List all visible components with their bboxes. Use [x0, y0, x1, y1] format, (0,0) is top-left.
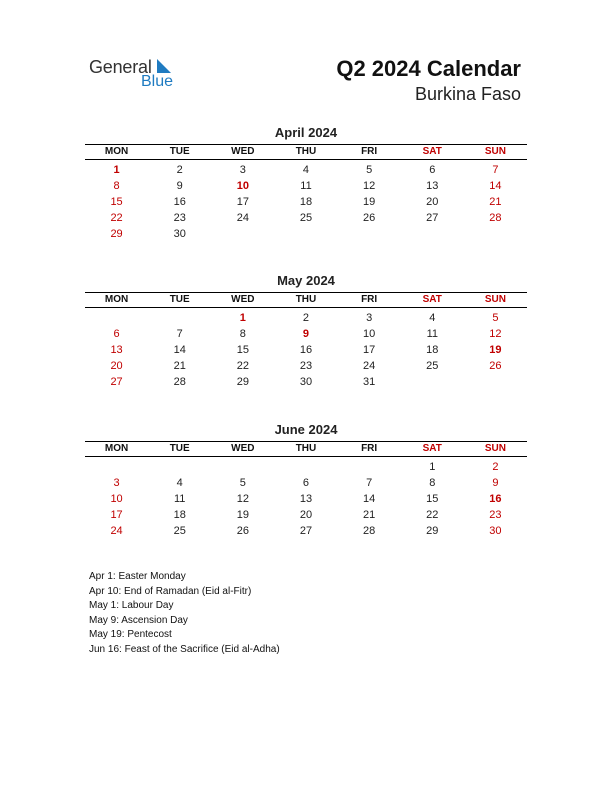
day-cell: 17: [236, 196, 249, 208]
day-cell: 22: [426, 509, 439, 521]
day-cell: 28: [173, 376, 186, 388]
day-cell: 24: [110, 525, 123, 537]
day-cell: 9: [302, 328, 310, 340]
weekday-header: TUE: [169, 294, 190, 305]
day-cell: 12: [363, 180, 376, 192]
weekday-header: SUN: [484, 146, 506, 157]
page-title: Q2 2024 Calendar: [336, 56, 521, 81]
day-cell: 3: [239, 164, 246, 176]
day-cell: 19: [363, 196, 376, 208]
weekday-header: TUE: [169, 443, 190, 454]
day-cell: 25: [173, 525, 186, 537]
day-cell: 4: [302, 164, 310, 176]
weekday-header: MON: [104, 443, 129, 454]
day-cell: 20: [426, 196, 439, 208]
day-cell: 16: [173, 196, 186, 208]
calendar-april: [85, 125, 527, 242]
weekday-header: SAT: [422, 146, 442, 157]
day-cell: 9: [492, 477, 499, 489]
day-cell: 1: [113, 164, 120, 176]
day-cell: 11: [426, 328, 438, 340]
day-cell: 30: [173, 228, 186, 240]
weekday-header: SUN: [484, 443, 506, 454]
day-cell: 27: [299, 525, 313, 537]
day-cell: 30: [489, 525, 502, 537]
empty-day-cell: [85, 459, 148, 475]
day-cell: 20: [110, 360, 123, 372]
day-cell: 14: [489, 180, 502, 192]
day-cell: 19: [489, 344, 502, 356]
holiday-entry: Apr 1: Easter Monday: [89, 571, 186, 582]
day-cell: 22: [236, 360, 249, 372]
day-cell: 1: [239, 312, 246, 324]
weekday-header: FRI: [361, 443, 378, 454]
logo-word-general: General: [89, 57, 152, 77]
weekday-header-row: [85, 441, 527, 457]
empty-day-cell: [338, 459, 401, 475]
day-cell: 19: [236, 509, 249, 521]
weekday-header: MON: [104, 294, 129, 305]
day-cell: 8: [429, 477, 436, 489]
weekday-header: THU: [295, 443, 317, 454]
month-title: June 2024: [274, 422, 338, 437]
day-cell: 21: [489, 196, 502, 208]
day-cell: 10: [236, 180, 249, 192]
day-cell: 10: [110, 493, 123, 505]
holiday-entry: May 19: Pentecost: [89, 629, 172, 640]
day-cell: 10: [363, 328, 376, 340]
empty-day-cell: [148, 459, 211, 475]
weekday-header: THU: [295, 146, 317, 157]
empty-day-cell: [85, 310, 148, 326]
day-cell: 16: [299, 344, 313, 356]
weekday-header: FRI: [361, 146, 378, 157]
day-cell: 29: [426, 525, 439, 537]
day-cell: 30: [299, 376, 313, 388]
day-cell: 18: [173, 509, 186, 521]
day-cell: 18: [426, 344, 439, 356]
day-cell: 23: [299, 360, 313, 372]
day-grid: [85, 310, 527, 390]
day-cell: 26: [236, 525, 249, 537]
holiday-entry: Apr 10: End of Ramadan (Eid al-Fitr): [89, 585, 252, 597]
weekday-header: WED: [231, 294, 255, 305]
weekday-header: WED: [231, 146, 255, 157]
day-cell: 17: [363, 344, 376, 356]
holiday-entry: Jun 16: Feast of the Sacrifice (Eid al-Adha): [89, 643, 280, 655]
day-cell: 6: [113, 328, 120, 340]
day-grid: [85, 459, 527, 539]
day-cell: 7: [176, 328, 183, 340]
day-cell: 24: [363, 360, 376, 372]
day-cell: 23: [489, 509, 502, 521]
day-cell: 18: [299, 196, 313, 208]
day-cell: 16: [489, 493, 502, 505]
day-cell: 27: [110, 376, 123, 388]
day-cell: 20: [299, 509, 313, 521]
weekday-header: FRI: [361, 294, 378, 305]
day-cell: 6: [429, 164, 436, 176]
logo-triangle-icon: [157, 59, 171, 73]
day-cell: 26: [489, 360, 502, 372]
day-cell: 17: [110, 509, 123, 521]
day-cell: 25: [426, 360, 439, 372]
month-title: May 2024: [277, 273, 335, 288]
calendar-may: [85, 273, 527, 390]
day-cell: 21: [173, 360, 186, 372]
empty-day-cell: [148, 310, 211, 326]
holiday-list: [89, 570, 280, 657]
day-cell: 26: [363, 212, 376, 224]
day-cell: 28: [489, 212, 502, 224]
day-cell: 9: [176, 180, 183, 192]
day-cell: 12: [236, 493, 249, 505]
country-name: Burkina Faso: [414, 84, 521, 104]
weekday-header-row: [85, 292, 527, 308]
day-cell: 13: [299, 493, 313, 505]
day-cell: 31: [363, 376, 376, 388]
day-cell: 3: [366, 312, 373, 324]
logo-word-blue: Blue: [141, 73, 174, 90]
day-cell: 1: [429, 461, 436, 473]
day-cell: 15: [426, 493, 439, 505]
day-cell: 29: [236, 376, 249, 388]
month-title: April 2024: [274, 125, 338, 140]
day-cell: 11: [174, 493, 186, 505]
day-cell: 11: [300, 180, 312, 192]
generalblue-logo: [89, 57, 189, 93]
day-cell: 3: [113, 477, 120, 489]
day-cell: 23: [173, 212, 186, 224]
weekday-header: TUE: [169, 146, 190, 157]
day-cell: 5: [366, 164, 373, 176]
day-cell: 2: [176, 164, 183, 176]
day-cell: 24: [236, 212, 249, 224]
weekday-header: WED: [231, 443, 255, 454]
weekday-header: MON: [104, 146, 129, 157]
weekday-header: SAT: [422, 294, 442, 305]
holiday-entry: May 1: Labour Day: [89, 600, 174, 611]
day-cell: 13: [110, 344, 123, 356]
day-cell: 5: [239, 477, 246, 489]
day-grid: [85, 162, 527, 242]
day-cell: 14: [363, 493, 376, 505]
day-cell: 14: [173, 344, 186, 356]
day-cell: 22: [110, 212, 123, 224]
day-cell: 4: [176, 477, 183, 489]
weekday-header: SUN: [484, 294, 506, 305]
empty-day-cell: [211, 459, 274, 475]
day-cell: 5: [492, 312, 499, 324]
day-cell: 28: [363, 525, 376, 537]
day-cell: 2: [302, 312, 310, 324]
day-cell: 7: [366, 477, 373, 489]
day-cell: 6: [302, 477, 310, 489]
weekday-header: SAT: [422, 443, 442, 454]
day-cell: 15: [236, 344, 249, 356]
day-cell: 21: [363, 509, 376, 521]
empty-day-cell: [274, 459, 337, 475]
calendar-june: [85, 422, 527, 539]
holiday-entry: May 9: Ascension Day: [89, 614, 188, 626]
day-cell: 7: [492, 164, 499, 176]
day-cell: 25: [299, 212, 313, 224]
day-cell: 27: [426, 212, 439, 224]
day-cell: 4: [429, 312, 436, 324]
day-cell: 12: [489, 328, 502, 340]
day-cell: 13: [426, 180, 439, 192]
weekday-header: THU: [295, 294, 317, 305]
day-cell: 8: [239, 328, 246, 340]
day-cell: 8: [113, 180, 120, 192]
day-cell: 2: [492, 461, 499, 473]
day-cell: 29: [110, 228, 123, 240]
day-cell: 15: [110, 196, 123, 208]
weekday-header-row: [85, 144, 527, 160]
